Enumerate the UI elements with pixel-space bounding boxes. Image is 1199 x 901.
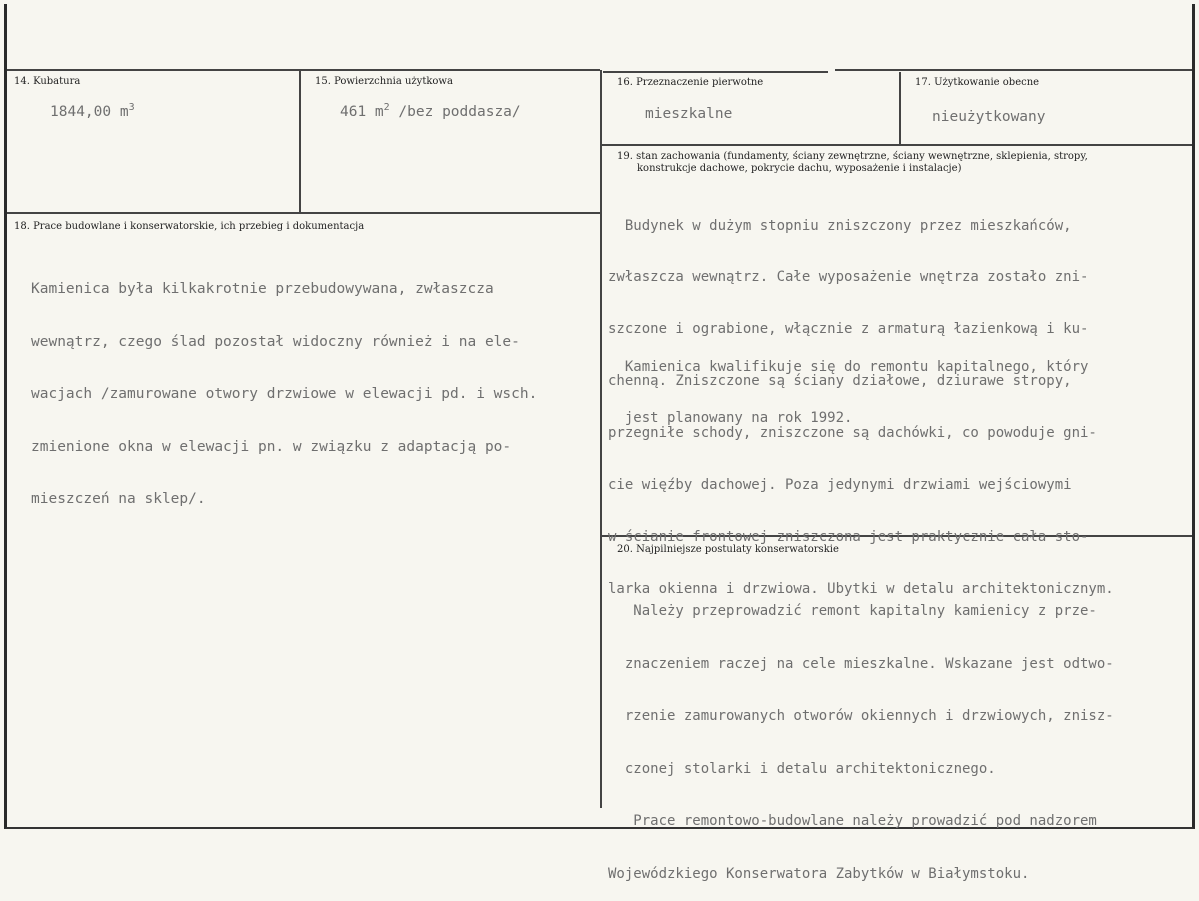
stan-line: cie więźby dachowej. Poza jedynymi drzwiami wejściowymi [608,477,1072,494]
stan-line: w ścianie frontowej zniszczona jest praktycznie cała sto- [608,528,1089,545]
postulaty-text [608,568,1114,901]
rule-under-15 [7,212,601,214]
top-rule-right [835,69,1192,71]
uzytkowanie-label: 17. Użytkowanie obecne [915,77,1040,88]
powierzchnia-unit-exponent: 2 [383,102,390,114]
powierzchnia-label: 15. Powierzchnia użytkowa [315,76,453,87]
prace-label: 18. Prace budowlane i konserwatorskie, ich przebieg i dokumentacja [14,221,365,232]
przeznaczenie-label: 16. Przeznaczenie pierwotne [617,77,764,88]
postulaty-line: Wojewódzkiego Konserwatora Zabytków w Białymstoku. [608,865,1030,882]
stan-line: Budynek w dużym stopniu zniszczony przez mieszkańców, [608,217,1072,234]
kubatura-unit-exponent: 3 [128,102,135,114]
przeznaczenie-value: mieszkalne [645,106,733,122]
prace-line: wewnątrz, czego ślad pozostał widoczny również i na ele- [31,333,520,350]
divider-16-17 [899,72,901,144]
stan-label-line1: 19. stan zachowania (fundamenty, ściany zewnętrzne, ściany wewnętrzne, sklepienia, stropy, [617,151,1088,162]
postulaty-line: znaczeniem raczej na cele mieszkalne. Wskazane jest odtwo- [608,655,1114,672]
stan-line: chenną. Zniszczone są ściany działowe, dziurawe stropy, [608,373,1072,390]
stan-line: szczone i ograbione, włącznie z armaturą łazienkową i ku- [608,321,1089,338]
prace-text [31,246,537,526]
rule-under-16-17 [601,144,1192,146]
uzytkowanie-value: nieużytkowany [932,109,1046,125]
prace-line: zmienione okna w elewacji pn. w związku z adaptacją po- [31,438,512,455]
postulaty-line: czonej stolarki i detalu architektonicznego. [608,760,996,777]
kubatura-label: 14. Kubatura [14,76,81,87]
stan-label-line2: konstrukcje dachowe, pokrycie dachu, wyposażenie i instalacje) [637,163,962,174]
powierzchnia-number: 461 m [340,104,384,120]
postulaty-line: Prace remontowo-budowlane należy prowadzić pod nadzorem [608,813,1097,829]
stan-line: Kamienica kwalifikuje się do remontu kapitalnego, który [608,358,1089,375]
postulaty-line: rzenie zamurowanych otworów okiennych i drzwiowych, znisz- [608,708,1114,724]
stan-text-conclusion [608,324,1088,445]
stan-line: jest planowany na rok 1992. [608,410,853,427]
kubatura-value [50,104,135,122]
stan-line: zwłaszcza wewnątrz. Całe wyposażenie wnętrza zostało zni- [608,269,1089,286]
prace-line: mieszczeń na sklep/. [31,491,206,507]
powierzchnia-value [340,104,521,122]
divider-14-15 [299,70,301,212]
kubatura-number: 1844,00 m [50,104,129,120]
top-rule-left [7,69,600,71]
postulaty-line: Należy przeprowadzić remont kapitalny kamienicy z prze- [608,603,1097,619]
prace-line: Kamienica była kilkakrotnie przebudowywana, zwłaszcza [31,281,494,297]
stan-line: larka okienna i drzwiowa. Ubytki w detalu architektonicznym. [608,580,1114,597]
main-vertical-divider [600,70,602,808]
powierzchnia-note: /bez poddasza/ [389,104,521,120]
stan-line: przegniłe schody, zniszczone są dachówki, co powoduje gni- [608,425,1097,442]
prace-line: wacjach /zamurowane otwory drzwiowe w elewacji pd. i wsch. [31,386,538,402]
top-rule-mid [603,71,828,73]
postulaty-label: 20. Najpilniejsze postulaty konserwatorskie [617,544,839,555]
